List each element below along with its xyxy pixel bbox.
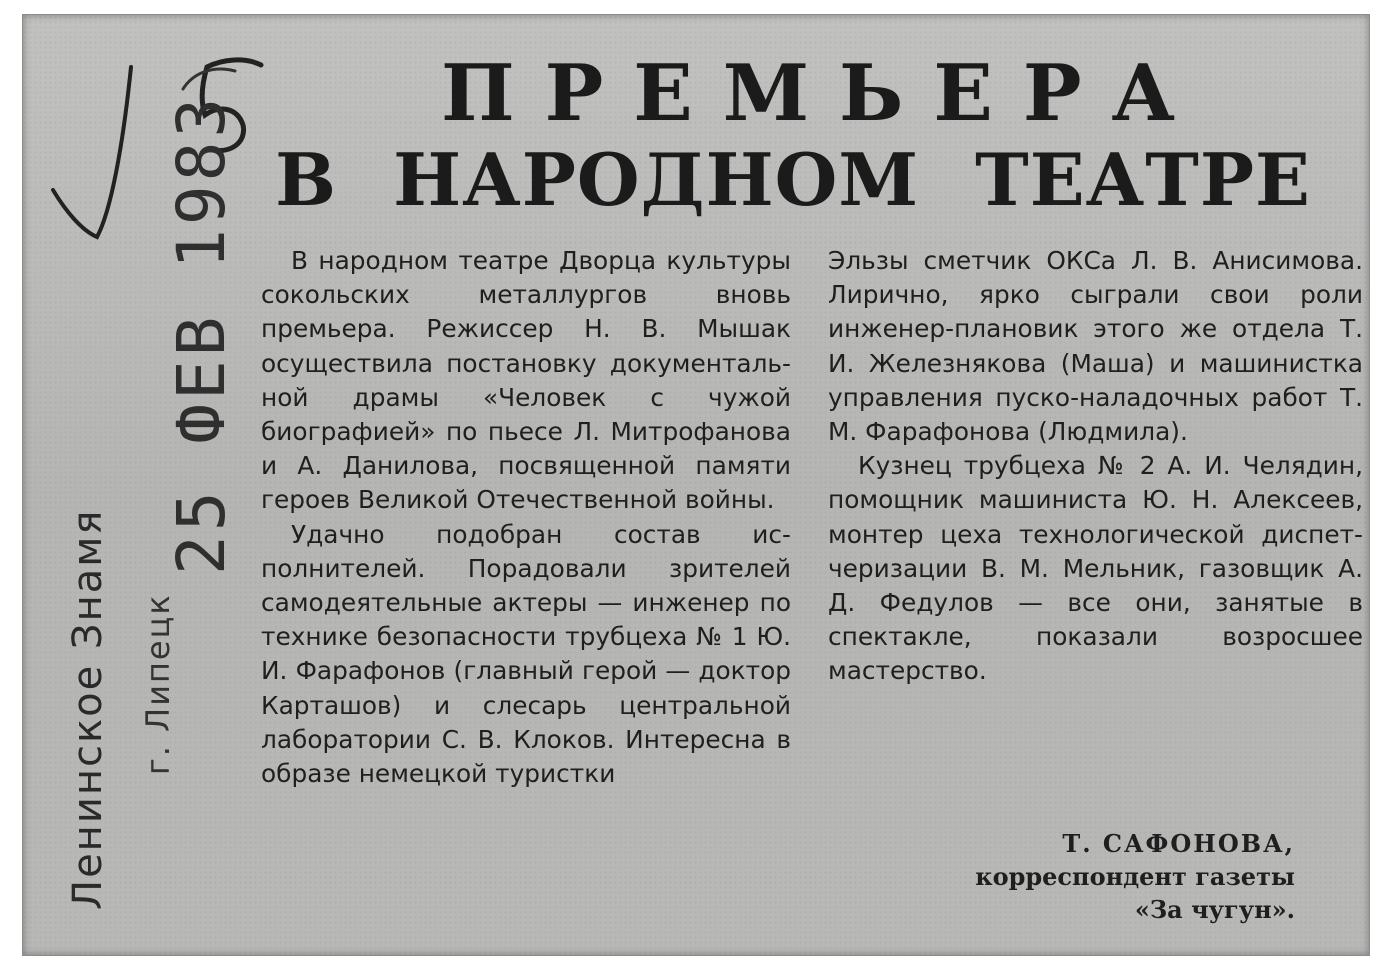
signature-block (975, 827, 1295, 926)
author-role: корреспондент газеты (975, 862, 1295, 891)
article-paragraph-3: Эльзы сметчик ОКСа Л. В. Анисимова. Лирично, ярко сыграли свои роли инженер-плановик этого же отдела Т. И. Железнякова (Маша) и машинистка управления пуско-наладочных работ Т. М. Фарафонова (Людмила). (828, 246, 1363, 447)
date-stamp: 25 ФЕВ 1983 (163, 93, 240, 575)
newspaper-name: Ленинское Знамя (65, 508, 111, 910)
author-outlet: «За чугун». (1134, 895, 1295, 924)
article-paragraph-2: Удачно подобран состав исполнителей. Порадовали зрителей самодеятельные актеры — инженер по технике безопасности трубцеха № 1 Ю. И. Фарафонов (главный герой — доктор Карташов) и слесарь центральной лаборатории С. В. Клоков. Интересна в образе немецкой туристки (261, 519, 791, 789)
headline-line-1: ПРЕМЬЕРА (440, 48, 1206, 139)
article-column-right (828, 244, 1363, 689)
author-name: Т. САФОНОВА, (1062, 829, 1295, 858)
headline-line-2: В НАРОДНОМ ТЕАТРЕ (275, 137, 1311, 222)
handwritten-checkmark (53, 67, 131, 237)
city-name: г. Липецк (139, 593, 177, 775)
article-paragraph-1: В народном театре Дворца культуры сокольских металлургов вновь премьера. Режиссер Н. В. Мышак осуществила постановку документальной драмы «Человек с чужой биографией» по пьесе Л. Митрофанова и А. Данилова, посвященной памяти героев Великой Отечественной войны. (261, 246, 791, 515)
newspaper-clipping (22, 14, 1370, 956)
article-column-left (261, 244, 791, 791)
handwritten-loop (183, 69, 235, 89)
article-paragraph-4: Кузнец трубцеха № 2 А. И. Челядин, помощник машиниста Ю. Н. Алексеев, монтер цеха технологической диспетчеризации В. М. Мельник, газовщик А. Д. Федулов — все они, занятые в спектакле, показали возросшее мастерство. (828, 451, 1363, 686)
